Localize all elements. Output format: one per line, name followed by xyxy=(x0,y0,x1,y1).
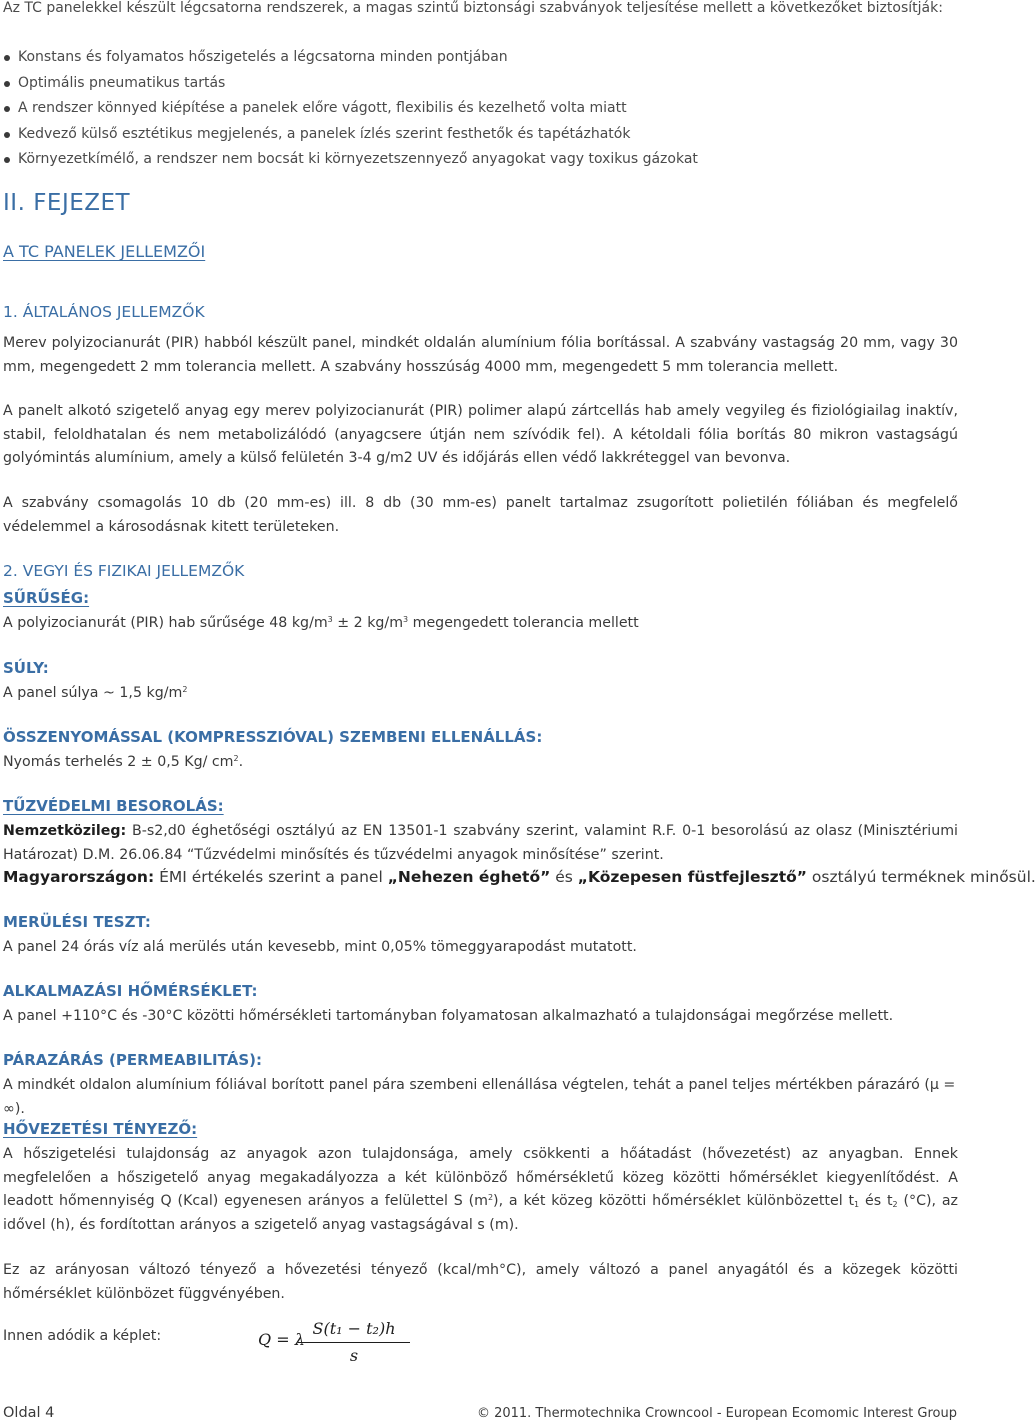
conductivity-title: HŐVEZETÉSI TÉNYEZŐ: xyxy=(3,1120,198,1138)
density-title: SŰRŰSÉG: xyxy=(3,589,90,607)
vapour-text: A mindkét oldalon alumínium fóliával borított panel pára szembeni ellenállása végtelen, tehát a panel teljes mértékben párazáró (μ = ∞). xyxy=(3,1077,956,1117)
formula-lhs: Q = λ xyxy=(258,1330,305,1349)
formula-numerator: S(t₁ − t₂)h xyxy=(312,1319,396,1338)
formula-label: Innen adódik a képlet: xyxy=(3,1328,162,1344)
intro-text: Az TC panelekkel készült légcsatorna rendszerek, a magas szintű biztonsági szabványok teljesítése mellett a következőket biztosítják: xyxy=(3,0,943,16)
section-1-title: 1. ÁLTALÁNOS JELLEMZŐK xyxy=(3,303,205,321)
fire-international-text: Nemzetközileg: B-s2,d0 éghetőségi osztályú az EN 13501-1 szabvány szerint, valamint R.F. 0-1 besorolású az olasz (Minisztériumi Határozat) D.M. 26.06.84 “Tűzvédelmi minősítés és tűzvédelmi anyagok minősítése” szerint. xyxy=(3,823,958,863)
fire-hungary-text: Magyarországon: ÉMI értékelés szerint a panel „Nehezen éghető” és „Közepesen füstfejlesztő” osztályú terméknek minősül. xyxy=(3,868,1036,886)
conductivity-paragraph-2: Ez az arányosan változó tényező a hővezetési tényező (kcal/mh°C), amely változó a panel anyagától és a közegek közötti hőmérséklet különbözet függvényében. xyxy=(3,1262,958,1302)
formula-fraction xyxy=(298,1318,410,1366)
fire-title: TŰZVÉDELMI BESOROLÁS: xyxy=(3,797,224,815)
list-item: Konstans és folyamatos hőszigetelés a légcsatorna minden pontjában xyxy=(3,45,698,71)
vapour-title: PÁRAZÁRÁS (PERMEABILITÁS): xyxy=(3,1051,262,1069)
list-item: Kedvező külső esztétikus megjelenés, a panelek ízlés szerint festhetők és tapétázhatók xyxy=(3,122,698,148)
weight-title: SÚLY: xyxy=(3,659,49,677)
bullet-icon xyxy=(4,81,10,87)
section-1-paragraph-2: A panelt alkotó szigetelő anyag egy merev polyizocianurát (PIR) polimer alapú zártcellás hab amely vegyileg és fiziológiailag inaktív, stabil, feloldhatalan és nem metabolizálódó (anyagcsere útján nem szívódik fel). A kétoldali fólia borítás 80 mikron vastagságú golyómintás alumínium, amely a külső felületén 3-4 g/m2 UV és időjárás ellen védő lakkréteggel van bevonva. xyxy=(3,403,958,466)
list-item: Környezetkímélő, a rendszer nem bocsát ki környezetszennyező anyagokat vagy toxikus gázokat xyxy=(3,147,698,173)
immersion-text: A panel 24 órás víz alá merülés után kevesebb, mint 0,05% tömeggyarapodást mutatott. xyxy=(3,939,637,955)
section-1-paragraph-3: A szabvány csomagolás 10 db (20 mm-es) ill. 8 db (30 mm-es) panelt tartalmaz zsugorított polietilén fóliában és megfelelő védelemmel a károsodásnak kitett területeken. xyxy=(3,495,958,535)
chapter-title: II. FEJEZET xyxy=(3,190,131,216)
weight-text: A panel súlya ~ 1,5 $kg/m^2$ xyxy=(3,685,188,701)
list-item: Optimális pneumatikus tartás xyxy=(3,71,698,97)
formula-denominator: s xyxy=(349,1346,359,1365)
copyright: © 2011. Thermotechnika Crowncool - European Ecomomic Interest Group xyxy=(476,1406,957,1421)
compression-text: Nyomás terhelés 2 ± 0,5 Kg/ $cm^2$. xyxy=(3,754,244,770)
bullet-icon xyxy=(4,106,10,112)
compression-title: ÖSSZENYOMÁSSAL (KOMPRESSZIÓVAL) SZEMBENI ELLENÁLLÁS: xyxy=(3,728,543,746)
page-number: Oldal 4 xyxy=(3,1405,55,1421)
bullet-icon xyxy=(4,132,10,138)
list-item: A rendszer könnyed kiépítése a panelek előre vágott, flexibilis és kezelhető volta miatt xyxy=(3,96,698,122)
section-1-paragraph-1: Merev polyizocianurát (PIR) habból készült panel, mindkét oldalán alumínium fólia borítással. A szabvány vastagság 20 mm, vagy 30 mm, megengedett 2 mm tolerancia mellett. A szabvány hosszúság 4000 mm, megengedett 5 mm tolerancia mellett. xyxy=(3,335,958,375)
section-2-title: 2. VEGYI ÉS FIZIKAI JELLEMZŐK xyxy=(3,562,245,580)
fraction-bar xyxy=(298,1342,410,1343)
temperature-text: A panel +110°C és -30°C közötti hőmérsékleti tartományban folyamatosan alkalmazható a tulajdonságai megőrzése mellett. xyxy=(3,1008,894,1024)
bullet-icon xyxy=(4,157,10,163)
bullet-icon xyxy=(4,55,10,61)
density-text: A polyizocianurát (PIR) hab sűrűsége 48 $kg/m^3 \pm 2$ $kg/m^3$ megengedett tolerancia mellett xyxy=(3,615,639,631)
conductivity-paragraph-1: A hőszigetelési tulajdonság az anyagok azon tulajdonsága, amely csökkenti a hőátadást (hővezetést) az anyagban. Ennek megfelelően a hőszigetelő anyag megakadályozza a két különböző hőmérsékletű közeg közötti hőmérséklet kiegyenlítődést. A leadott hőmennyiség Q (Kcal) egyenesen arányos a felülettel S $(m^2)$, a két közeg közötti hőmérséklet különbözettel $t_1$ és $t_2$ (°C), az idővel (h), és fordítottan arányos a szigetelő anyag vastagságával s (m). xyxy=(3,1146,959,1233)
chapter-subtitle: A TC PANELEK JELLEMZŐI xyxy=(3,242,206,261)
temperature-title: ALKALMAZÁSI HŐMÉRSÉKLET: xyxy=(3,982,258,1000)
features-list xyxy=(3,45,698,173)
immersion-title: MERÜLÉSI TESZT: xyxy=(3,913,151,931)
